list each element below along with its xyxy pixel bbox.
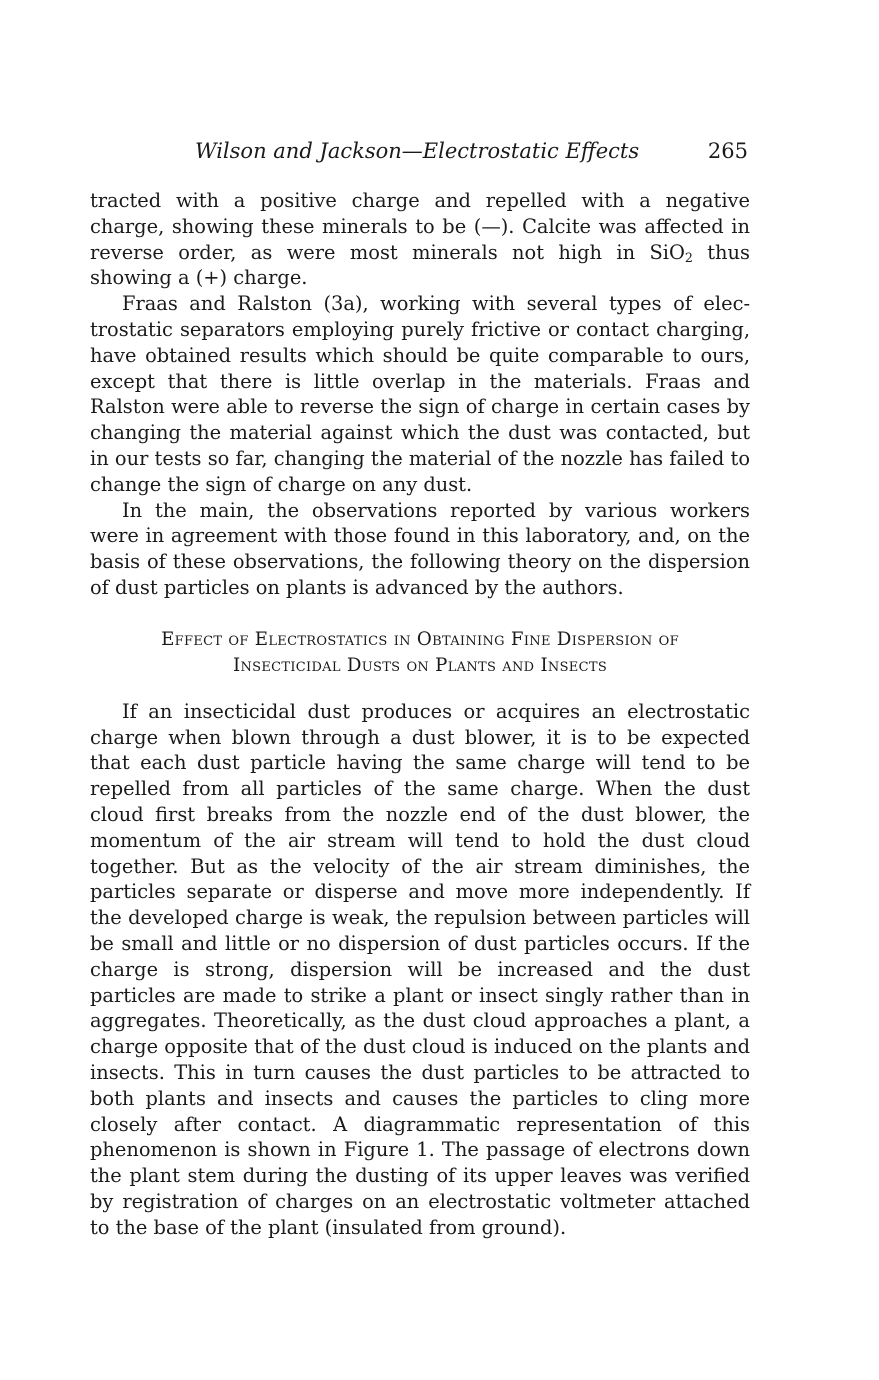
paragraph: Fraas and Ralston (3a), working with several types of electrostatic separators employing purely frictive or contact charging, have obtained results which should be quite comparable to ours, except that there is little overlap in the materials. Fraas and Ralston were able to reverse the sign of charge in certain cases by changing the material against which the dust was contacted, but in our tests so far, changing the material of the nozzle has failed to change the sign of charge on any dust.	[90, 292, 750, 496]
paragraph: If an insecticidal dust produces or acquires an electrostatic charge when blown through a dust blower, it is to be expected that each dust particle having the same charge will tend to be repelled from all particles of the same charge. When the dust cloud first breaks from the nozzle end of the dust blower, the momentum of the air stream will tend to hold the dust cloud together. But as the velocity of the air stream diminishes, the particles separate or disperse and move more independently. If the developed charge is weak, the repulsion between particles will be small and little or no dispersion of dust particles occurs. If the charge is strong, dispersion will be increased and the dust particles are made to strike a plant or insect singly rather than in aggregates. Theoretically, as the dust cloud approaches a plant, a charge opposite that of the dust cloud is induced on the plants and insects. This in turn causes the dust particles to be attracted to both plants and insects and causes the particles to cling more closely after contact. A diagrammatic representation of this phenomenon is shown in Figure 1. The passage of electrons down the plant stem during the dusting of its upper leaves was verified by registration of charges on an electrostatic voltmeter attached to the base of the plant (insulated from ground).	[90, 699, 750, 1239]
page-number: 265	[707, 139, 748, 163]
page-header	[90, 136, 750, 166]
section-heading	[90, 627, 750, 679]
running-head: Wilson and Jackson—Electrostatic Effects	[195, 139, 640, 163]
section-heading-line: Insecticidal Dusts on Plants and Insects	[232, 654, 608, 676]
paragraph	[90, 188, 750, 291]
paragraph: In the main, the observations reported by various workers were in agreement with those found in this laboratory, and, on the basis of these observations, the following theory on the dispersion of dust particles on plants is advanced by the authors.	[90, 498, 750, 599]
paragraph-text: thus showing a (+) charge.	[90, 240, 750, 290]
subscript: 2	[684, 249, 693, 265]
section-heading-line: Effect of Electrostatics in Obtaining Fine Dispersion of	[161, 628, 679, 650]
paragraph-text: tracted with a positive charge and repelled with a negative charge, showing these minerals to be (—). Calcite was affected in reverse order, as were most minerals not high in SiO	[90, 189, 750, 264]
body-text	[90, 188, 750, 1240]
